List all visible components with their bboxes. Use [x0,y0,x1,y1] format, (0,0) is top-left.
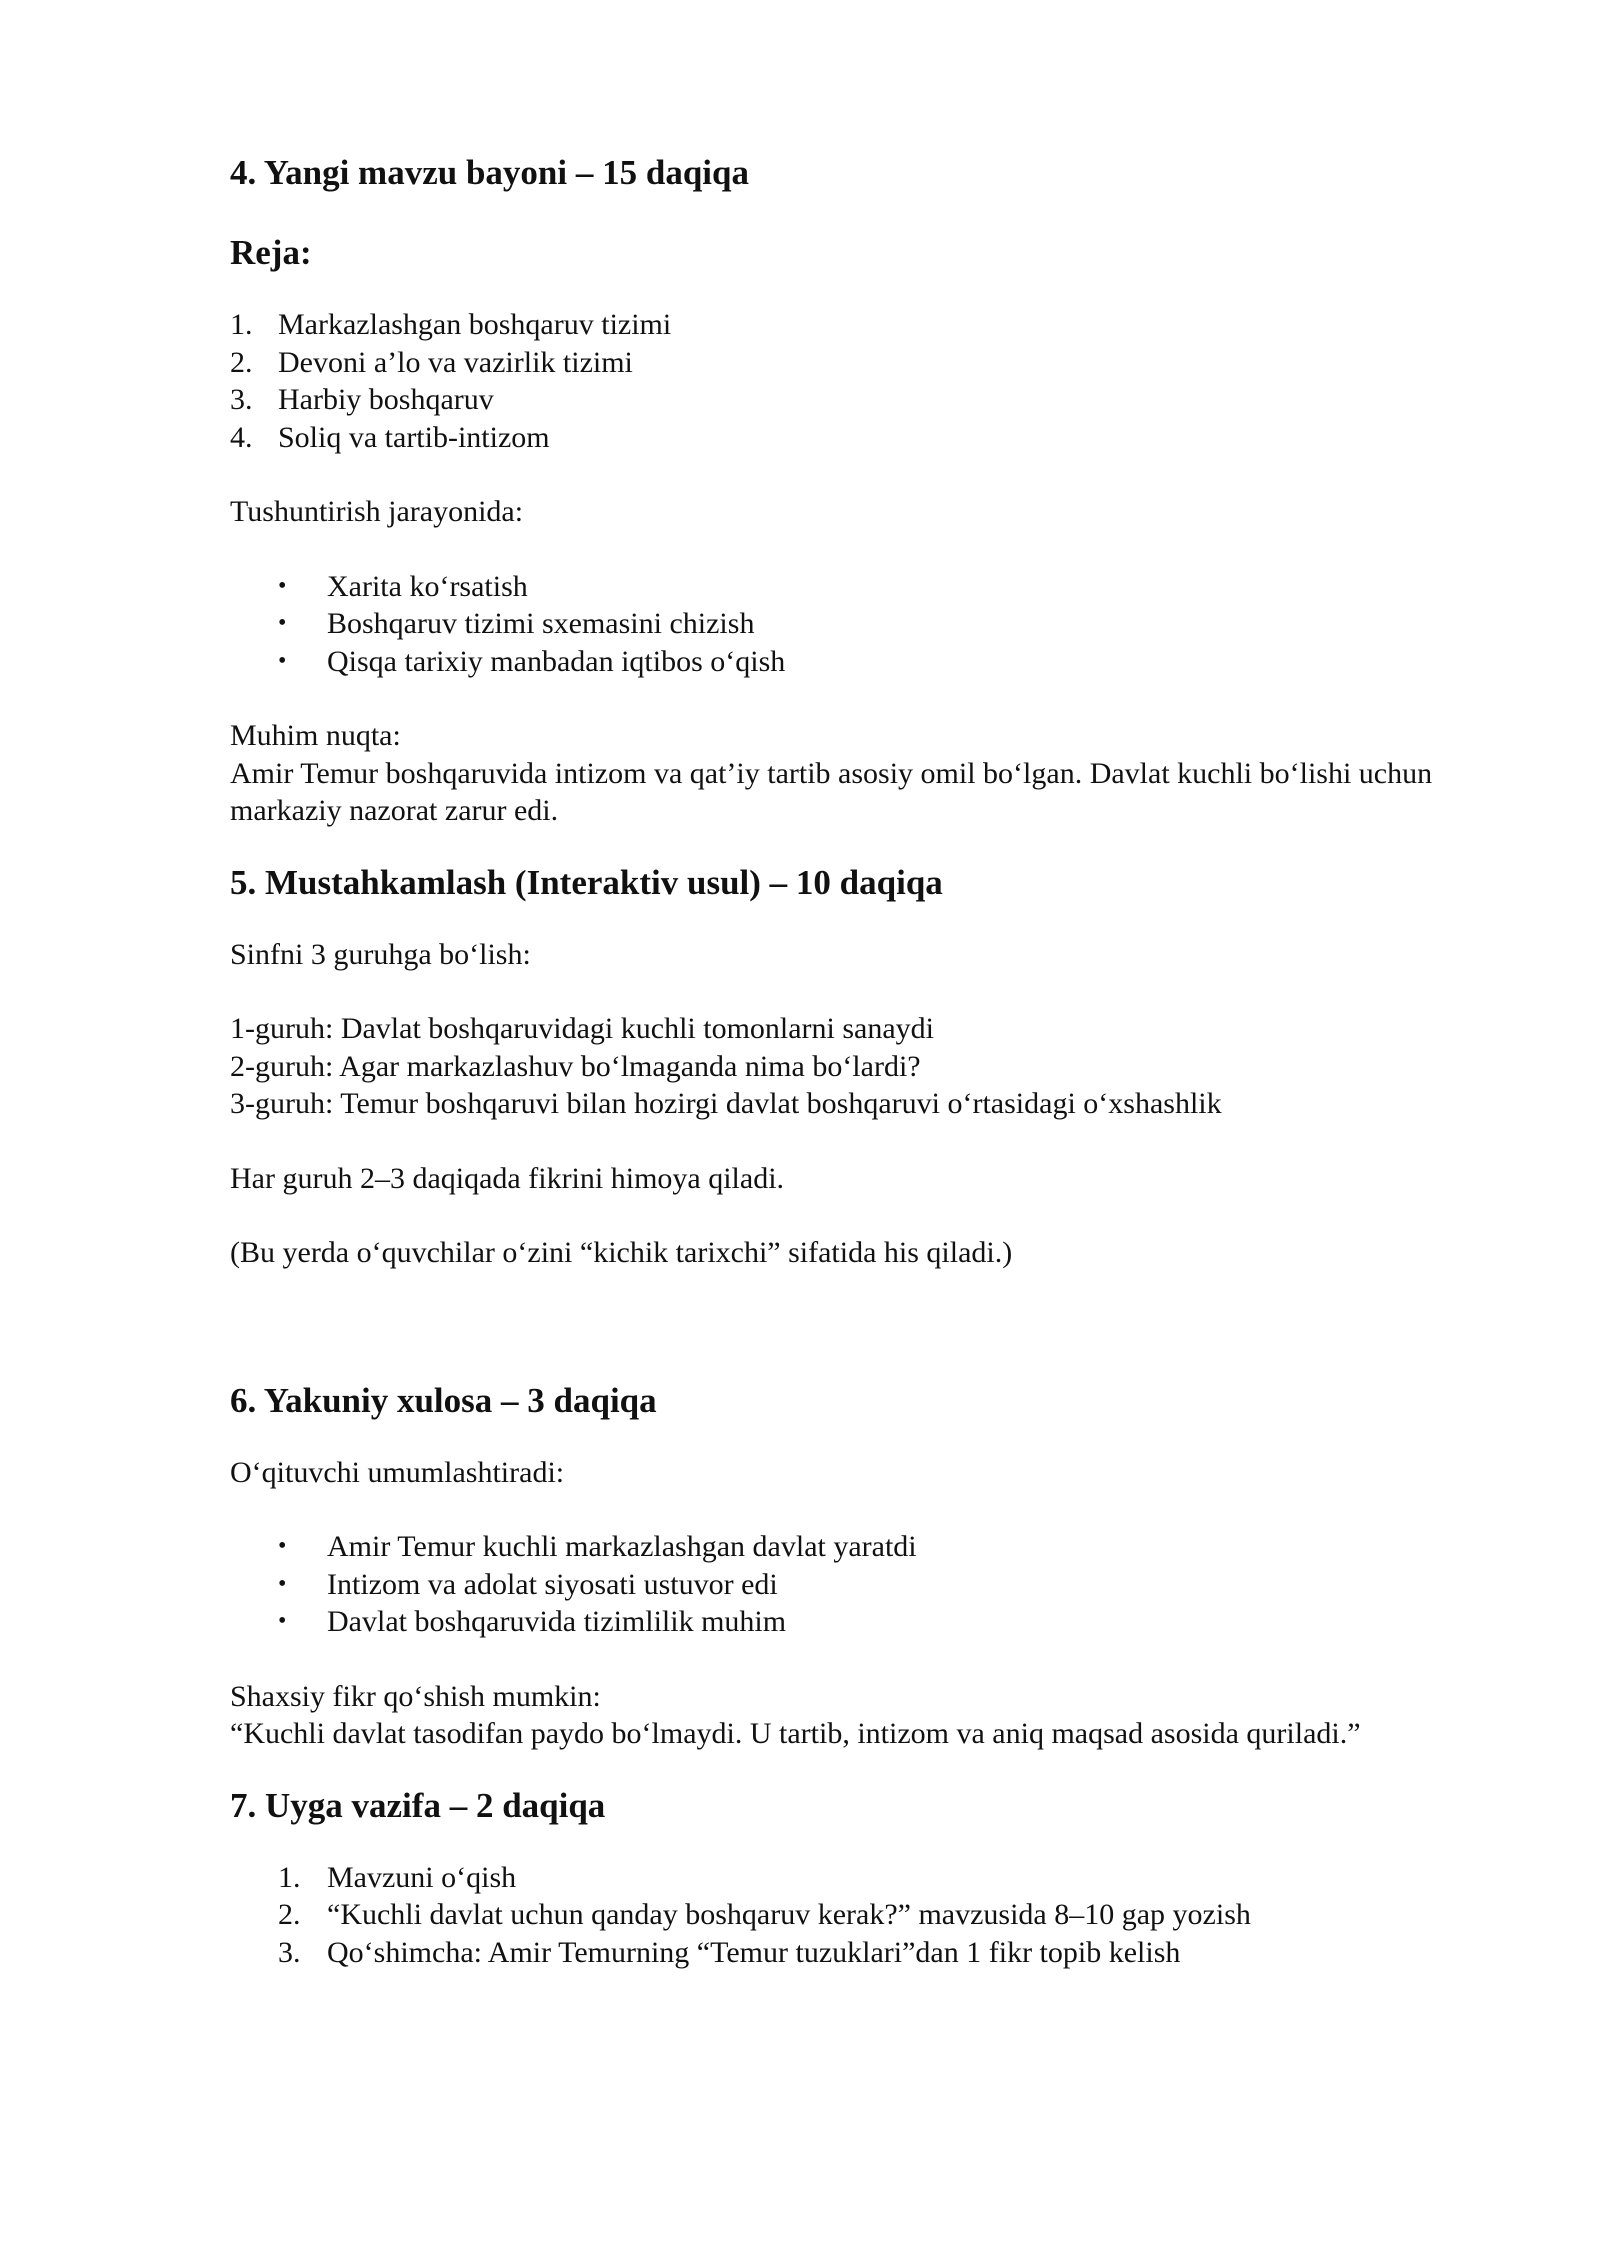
explain-bullet-item [230,568,1460,606]
opinion-quote: “Kuchli davlat tasodifan paydo bo‘lmaydi. U tartib, intizom va aniq maqsad asosida quriladi.” [230,1717,1361,1750]
explain-bullet-item [230,643,1460,681]
homework-item-number: 1. [278,1860,301,1894]
homework-item-text: Qo‘shimcha: Amir Temurning “Temur tuzuklari”dan 1 fikr topib kelish [327,1935,1181,1969]
bullet-text: Amir Temur kuchli markazlashgan davlat yaratdi [327,1530,917,1563]
key-point-text: Amir Temur boshqaruvida intizom va qat’iy tartib asosiy omil bo‘lgan. Davlat kuchli bo‘lishi uchun markaziy nazorat zarur edi. [230,756,1433,827]
bullet-icon: • [278,647,287,674]
plan-item-number: 3. [230,383,253,416]
homework-item-number: 2. [278,1898,301,1931]
plan-item-text: Markazlashgan boshqaruv tizimi [278,308,672,341]
bullet-text: Boshqaruv tizimi sxemasini chizish [327,607,755,640]
bullet-text: Davlat boshqaruvida tizimlilik muhim [327,1605,787,1638]
bullet-icon: • [278,1608,287,1634]
key-point-label: Muhim nuqta: [230,719,401,752]
homework-item-number: 3. [278,1935,301,1969]
plan-item-text: Devoni a’lo va vazirlik tizimi [278,345,633,379]
explain-bullet-list [230,568,1460,681]
bullet-text: Qisqa tarixiy manbadan iqtibos o‘qish [327,644,786,678]
plan-item [230,344,1460,382]
defend-text: Har guruh 2–3 daqiqada fikrini himoya qiladi. [230,1161,785,1195]
group-list [230,1010,1460,1123]
plan-item [230,381,1460,419]
section-4-heading: 4. Yangi mavzu bayoni – 15 daqiqa [230,153,749,192]
bullet-icon: • [278,1533,287,1559]
plan-item-number: 1. [230,308,253,341]
homework-item [230,1859,1460,1897]
plan-list [230,306,1460,456]
document-content [230,150,1460,1971]
summary-intro: O‘qituvchi umumlashtiradi: [230,1455,565,1489]
group-item: 2-guruh: Agar markazlashuv bo‘lmaganda nima bo‘lardi? [230,1049,921,1083]
bullet-icon: • [278,572,287,599]
plan-item-text: Soliq va tartib-intizom [278,420,550,454]
bullet-icon: • [278,1570,287,1597]
summary-bullet-item [230,1566,1460,1604]
explain-bullet-item [230,605,1460,643]
homework-list [230,1859,1460,1972]
opinion-label: Shaxsiy fikr qo‘shish mumkin: [230,1679,601,1713]
note-text: (Bu yerda o‘quvchilar o‘zini “kichik tarixchi” sifatida his qiladi.) [230,1236,1013,1269]
explain-intro: Tushuntirish jarayonida: [230,495,524,528]
plan-heading: Reja: [230,233,312,272]
homework-item-text: Mavzuni o‘qish [327,1860,517,1894]
plan-item [230,306,1460,344]
plan-item-number: 2. [230,345,253,379]
summary-bullet-item [230,1603,1460,1641]
bullet-text: Intizom va adolat siyosati ustuvor edi [327,1567,778,1601]
homework-item [230,1934,1460,1972]
section-5-heading: 5. Mustahkamlash (Interaktiv usul) – 10 daqiqa [230,862,943,902]
homework-item-text: “Kuchli davlat uchun qanday boshqaruv kerak?” mavzusida 8–10 gap yozish [327,1898,1251,1931]
summary-bullet-list [230,1528,1460,1641]
bullet-icon: • [278,610,287,636]
summary-bullet-item [230,1528,1460,1566]
plan-item-number: 4. [230,420,253,454]
bullet-text: Xarita ko‘rsatish [327,569,528,603]
section-7-heading: 7. Uyga vazifa – 2 daqiqa [230,1785,606,1825]
groups-intro: Sinfni 3 guruhga bo‘lish: [230,937,531,971]
section-6-heading: 6. Yakuniy xulosa – 3 daqiqa [230,1380,657,1420]
group-item: 3-guruh: Temur boshqaruvi bilan hozirgi davlat boshqaruvi o‘rtasidagi o‘xshashlik [230,1087,1222,1120]
homework-item [230,1896,1460,1934]
group-item: 1-guruh: Davlat boshqaruvidagi kuchli tomonlarni sanaydi [230,1012,935,1045]
plan-item [230,419,1460,457]
plan-item-text: Harbiy boshqaruv [278,383,494,416]
